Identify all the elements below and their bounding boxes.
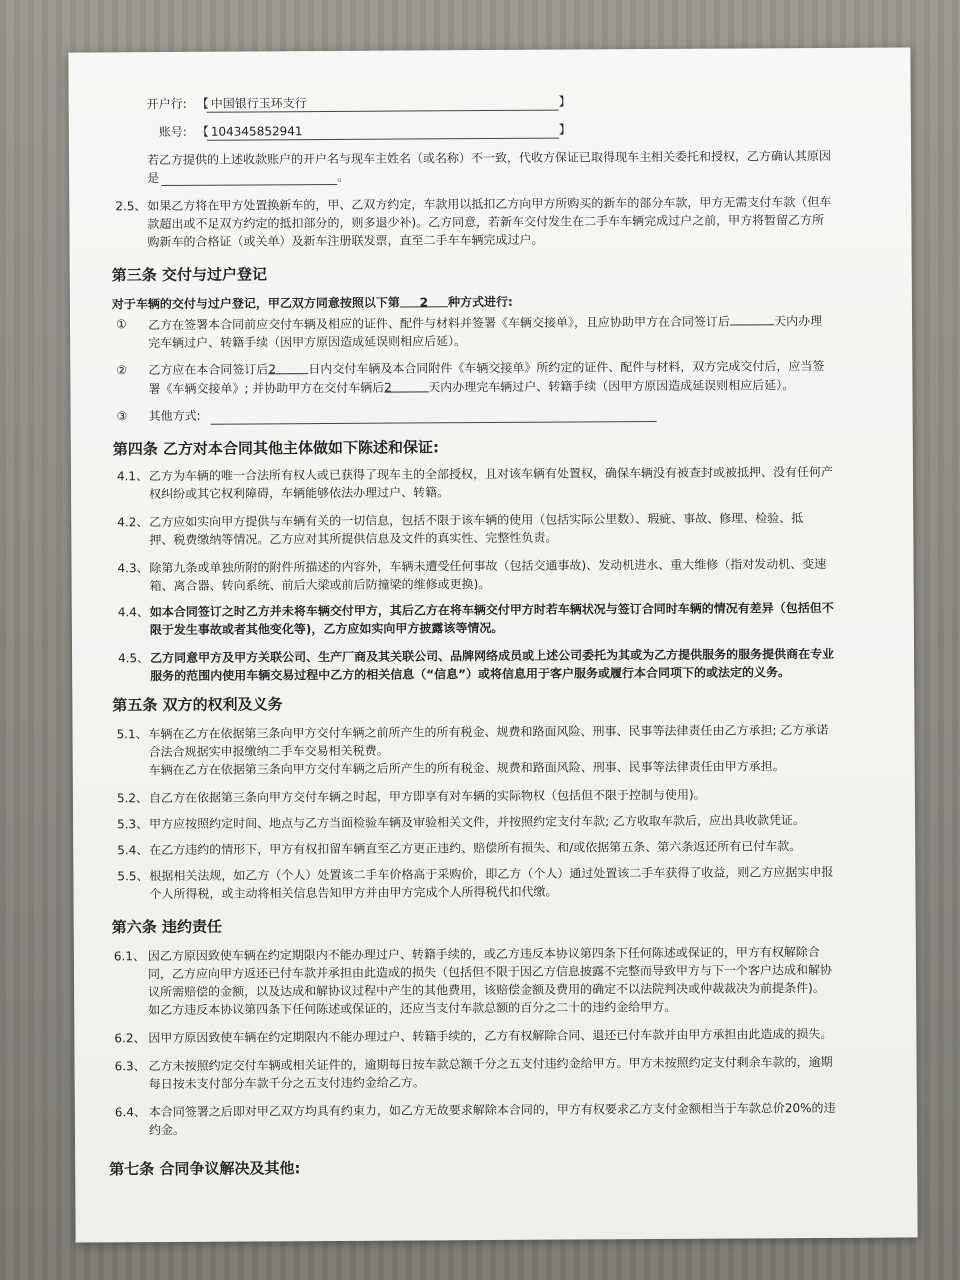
clause-line: 除第九条或单独所附的附件所描述的内容外，车辆未遭受任何事故（包括交通事故)、发动机进水、重大维修（指对发动机、变速	[149, 556, 827, 576]
option-marker: ③	[116, 409, 128, 424]
bank-label: 开户行:	[146, 96, 187, 112]
clause-line: 款超出或不足双方约定的抵扣部分的，则多退少补)。乙方同意，若新车交付发生在二手车车辆完成过户之前，甲方将暂留乙方所	[147, 212, 825, 232]
clause-number: 5.4、	[117, 843, 149, 858]
option2-text: 乙方应在本合同签订后	[148, 362, 269, 378]
method-choice: 2	[400, 292, 448, 307]
option2-text-suffix: 天内办理完车辆过户、转籍手续（因甲方原因造成延误则相应后延）。	[428, 378, 795, 395]
clause-number: 4.1、	[116, 469, 149, 484]
clause-line: 权纠纷或其它权利障碍，车辆能够依法办理过户、转籍。	[149, 485, 450, 502]
option3-label: 其他方式:	[148, 408, 201, 424]
option2-line	[148, 375, 794, 400]
option1-text-suffix: 天内办理	[774, 313, 823, 329]
clause-number: 6.3、	[114, 1059, 146, 1074]
clause-line: 议所需赔偿的金额，以及达成和解协议过程中产生的其他费用，该赔偿金额及费用的确定不以法院判决或仲裁裁决为前提条件)。	[148, 980, 825, 1000]
clause-line: 乙方为车辆的唯一合法所有权人或已获得了现车主的全部授权，且对该车辆有处置权，确保车辆没有被查封或被抵押、没有任何产	[148, 464, 834, 484]
option1-text: 乙方在签署本合同前应交付车辆及相应的证件、配件与材料并签署《车辆交接单》，且应协助甲方在合同签订后	[147, 314, 731, 333]
option1-line: 完车辆过户、转籍手续（因甲方原因造成延误则相应后延）。	[148, 334, 467, 351]
clause-line: 根据相关法规，如乙方（个人）处置该二手车价格高于采购价，即乙方（个人）通过处置该二手车获得了收益，则乙方应据实申报	[149, 864, 834, 884]
clause-number: 4.5、	[118, 651, 150, 666]
clause-number: 4.2、	[117, 515, 149, 530]
clause-number: 6.1、	[113, 949, 146, 964]
clause-line: 如果乙方将在甲方处置换新车的，甲、乙双方约定，车款用以抵扣乙方向甲方所购买的新车的部分车款，甲方无需支付车款（但车	[147, 194, 832, 214]
clause-number: 4.4、	[117, 605, 149, 620]
contract-page	[68, 47, 917, 1242]
bank-close-bracket: 】	[558, 94, 571, 109]
bank-value: 中国银行玉环支行	[210, 96, 307, 111]
clause-line: 在乙方违约的情形下，甲方有权扣留车辆直至乙方更正违约、赔偿所有损失、和/或依据第五条、第六条返还所有已付车款。	[149, 839, 802, 858]
clause-line: 甲方应按照约定时间、地点与乙方当面检验车辆及审验相关文件，并按照约定支付车款; 乙方收取车款后，应出具收款凭证。	[149, 813, 805, 832]
clause-number: 5.3、	[117, 817, 149, 832]
account-open-bracket: 【	[196, 124, 209, 139]
option2-transfer-days: 2	[384, 377, 428, 392]
article5-heading: 第五条 双方的权利及义务	[112, 695, 283, 715]
clause-line: 乙方未按照约定交付车辆或相关证件的，逾期每日按车款总额千分之五支付违约金给甲方。甲方未按照约定支付剩余车款的，逾期	[148, 1054, 833, 1074]
article7-heading: 第七条 合同争议解决及其他:	[109, 1159, 301, 1179]
clause-number: 5.2、	[116, 791, 149, 806]
article4-heading: 第四条 乙方对本合同其他主体做如下陈述和保证:	[112, 438, 440, 459]
account-note-suffix: 。	[337, 169, 350, 184]
reason-blank	[161, 184, 337, 186]
option2-days: 2	[268, 359, 308, 374]
option2-text-suffix: 日内交付车辆及本合同附件《车辆交接单》所约定的证件、配件与材料，双方完成交付后，应当签	[308, 358, 825, 377]
article6-heading: 第六条 违约责任	[111, 917, 223, 937]
option-marker: ②	[116, 363, 128, 378]
clause-line: 购新车的合格证（或关单）及新车注册联发票，直至二手车车辆完成过户。	[147, 232, 544, 250]
clause-line: 个人所得税，或主动将相关信息告知甲方并由甲方完成个人所得税代扣代缴。	[149, 884, 558, 902]
clause-number: 6.2、	[114, 1031, 146, 1046]
article3-heading: 第三条 交付与过户登记	[111, 265, 268, 285]
clause-number: 2.5、	[115, 199, 147, 214]
clause-line: 每日按未支付部分车款千分之五支付违约金给乙方。	[148, 1075, 425, 1092]
account-note: 若乙方提供的上述收款账户的开户名与现车主姓名（或名称）不一致，代收方保证已取得现车主相关委托和授权，乙方确认其原因	[146, 148, 832, 168]
bank-open-bracket: 【	[196, 96, 209, 111]
clause-line: 乙方应如实向甲方提供与车辆有关的一切信息，包括不限于该车辆的使用（包括实际公里数）、瑕疵、事故、修理、检验、抵	[149, 511, 804, 530]
article3-intro-prefix: 对于车辆的交付与过户登记，甲乙双方同意按照以下第	[111, 295, 400, 312]
clause-line: 押、税费缴纳等情况。乙方应对其所提供信息及文件的真实性、完整性负责。	[149, 530, 558, 548]
clause-line: 车辆在乙方在依据第三条向甲方交付车辆之后所产生的所有税金、规费和路面风险、刑事、民事等法律责任由甲方承担。	[148, 759, 785, 778]
clause-line: 车辆在乙方在依据第三条向甲方交付车辆之前所产生的所有税金、规费和路面风险、刑事、民事等法律责任由乙方承担; 乙方承诺	[148, 722, 829, 742]
option2-text: 署《车辆交接单》; 并协助甲方在交付车辆后	[148, 380, 385, 397]
clause-line: 箱、离合器、转向系统、前后大梁或前后防撞梁的维修或更换)。	[149, 577, 491, 594]
clause-line: 本合同签署之后即对甲乙双方均具有约束力，如乙方无故要求解除本合同的，甲方有权要求乙方支付金额相当于车款总价20%的违	[148, 1100, 836, 1120]
clause-number: 4.3、	[117, 561, 149, 576]
other-method-blank	[211, 421, 657, 425]
clause-line: 服务的范围内使用车辆交易过程中乙方的相关信息（“信息”）或将信息用于客户服务或履行本合同项下的或法定的义务。	[150, 665, 790, 684]
article3-intro-suffix: 种方式进行:	[447, 294, 513, 310]
clause-number: 6.4、	[114, 1105, 146, 1120]
clause-line: 因乙方原因致使车辆在约定期限内不能办理过户、转籍手续的，或乙方违反本协议第四条下任何陈述或保证的，甲方有权解除合	[147, 945, 820, 964]
clause-line: 因甲方原因致使车辆在约定期限内不能办理过户、转籍手续的，乙方有权解除合同、退还已付车款并由甲方承担由此造成的损失。	[148, 1026, 833, 1046]
account-label: 账号:	[158, 124, 187, 140]
clause-number: 5.5、	[117, 869, 149, 884]
clause-line: 乙方同意甲方及甲方关联公司、生产厂商及其关联公司、品牌网络成员或上述公司委托为其或为乙方提供服务的服务提供商在专业	[150, 646, 835, 666]
clause-line: 如本合同签订之时乙方并未将车辆交付甲方，其后乙方在将车辆交付甲方时若车辆状况与签订合同时车辆的情况有差异（包括但不	[149, 600, 834, 620]
clause-line: 同，乙方应向甲方返还已付车款并承担由此造成的损失（包括但不限于因乙方信息披露不完整而导致甲方与下一个客户达成和解协	[147, 962, 833, 982]
account-note-prefix: 是	[147, 171, 160, 186]
clause-line: 自乙方在依据第三条向甲方交付车辆之时起，甲方即享有对车辆的实际物权（包括但不限于控制与使用)。	[148, 787, 706, 806]
clause-line: 限于发生事故或者其他变化等)，乙方应如实向甲方披露该等情况。	[149, 620, 504, 638]
clause-line: 约金。	[148, 1122, 186, 1138]
option-marker: ①	[115, 317, 127, 332]
clause-line: 如乙方违反本协议第四条下任何陈述或保证的，还应当支付车款总额的百分之二十的违约金给甲方。	[148, 999, 677, 1018]
account-value: 104345852941	[210, 124, 303, 139]
clause-number: 5.1、	[116, 727, 148, 742]
clause-line: 合法合规据实申报缴纳二手车交易相关税费。	[148, 743, 389, 760]
account-close-bracket: 】	[558, 122, 571, 137]
option1-days-blank	[730, 310, 774, 325]
